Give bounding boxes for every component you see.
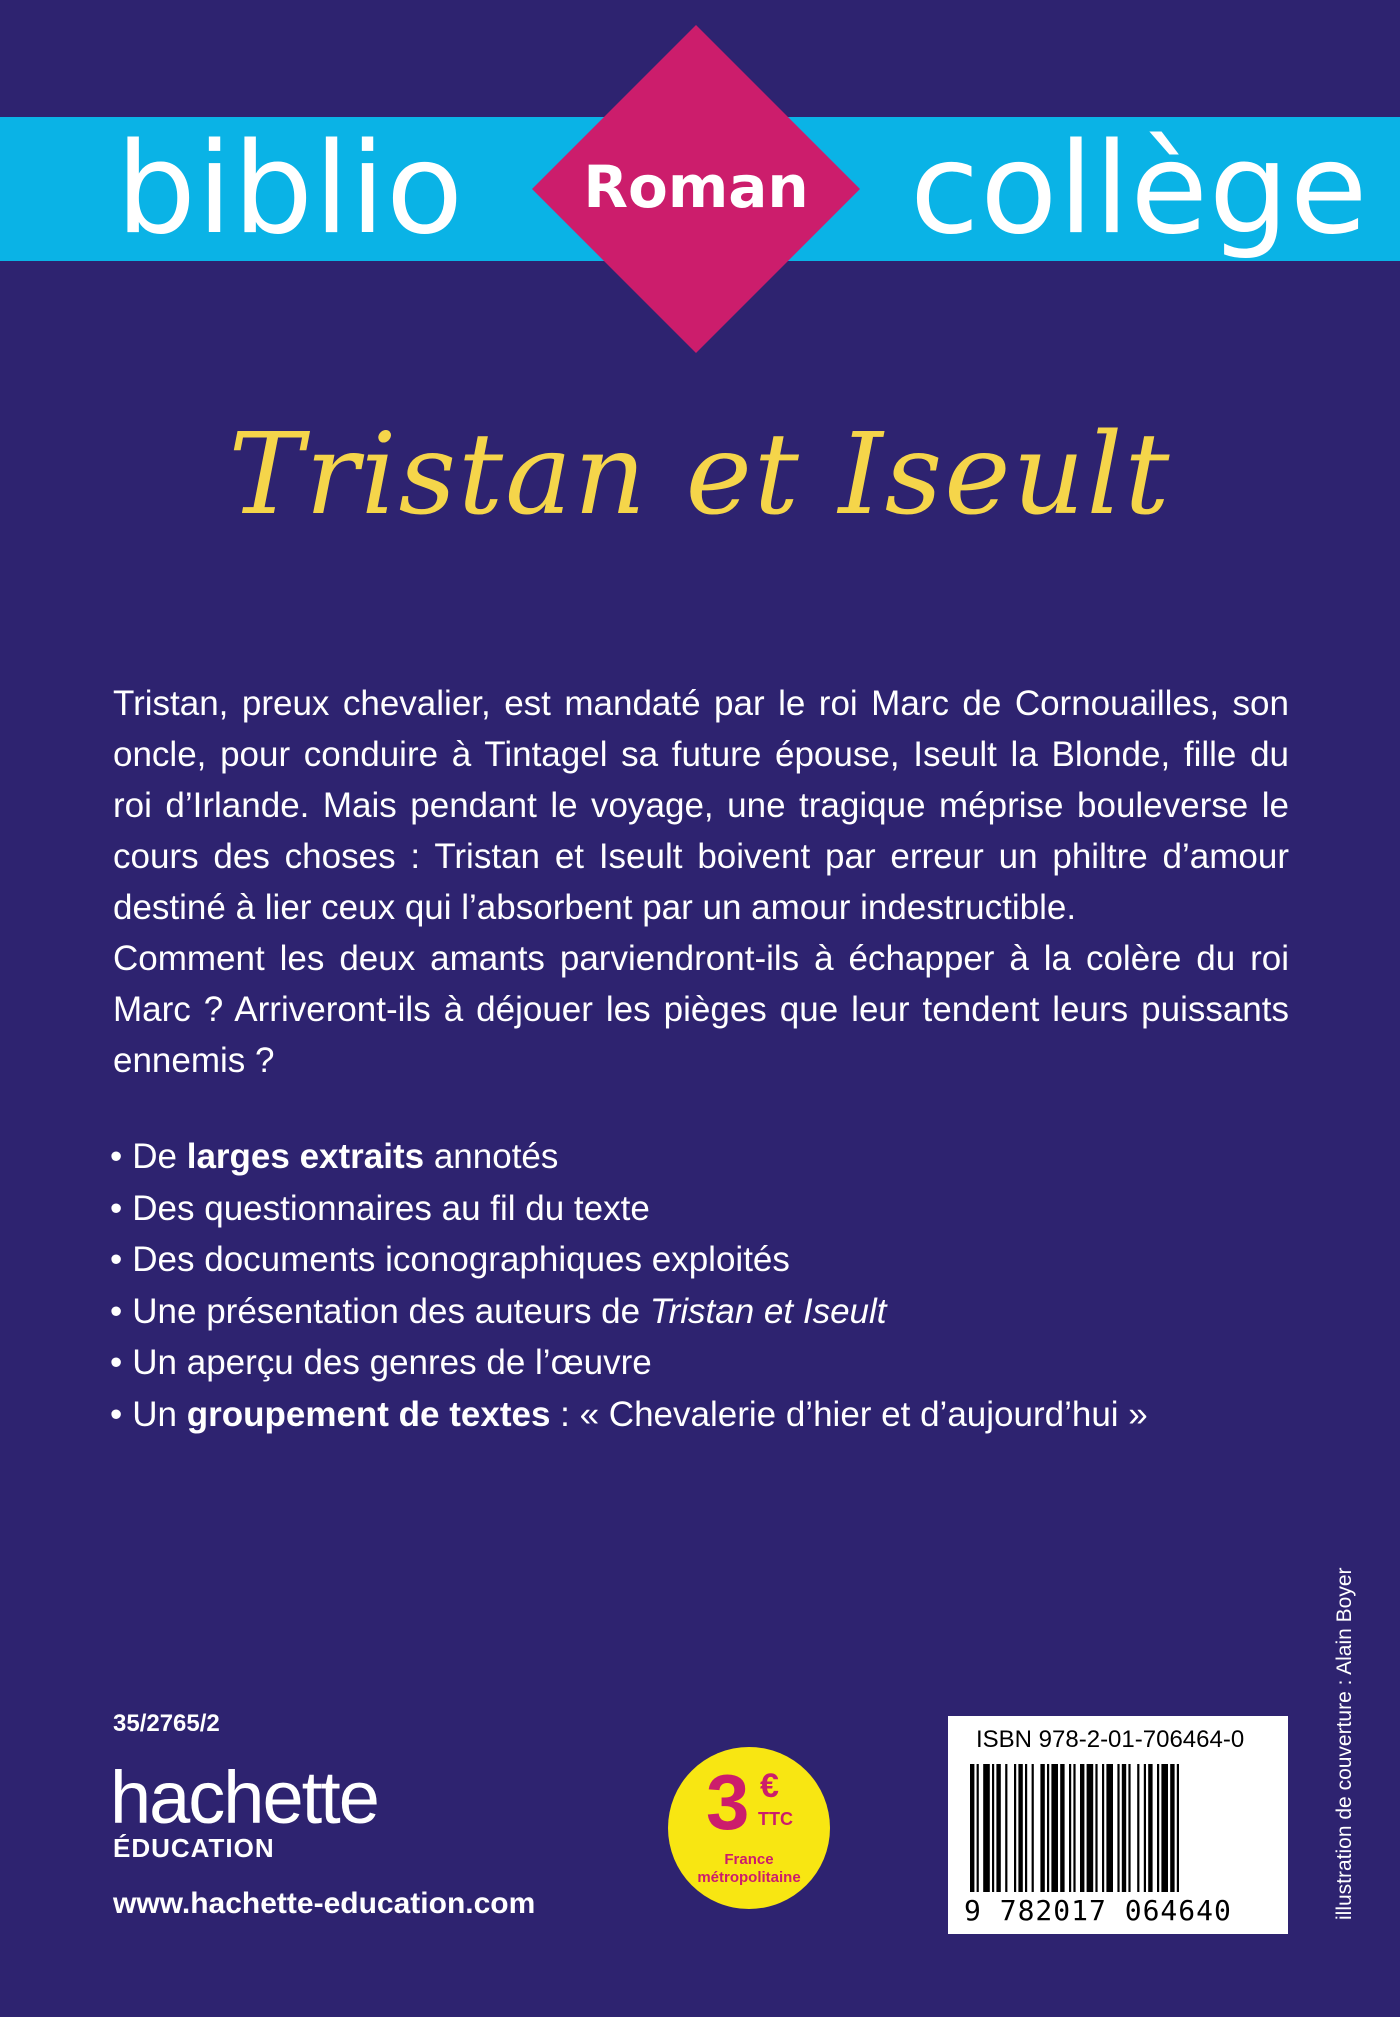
barcode-bar	[970, 1764, 974, 1892]
summary-paragraph: Tristan, preux chevalier, est mandaté par le roi Marc de Cornouailles, son oncle, pour conduire à Tintagel sa future épouse, Iseult la Blonde, fille du roi d’Irlande. Mais pendant le voyage, une tragique méprise bouleverse le cours des choses : Tristan et Iseult boivent par erreur un philtre d’amour destiné à lier ceux qui l’absorbent par un amour indestructible.	[113, 684, 1289, 927]
publisher-website: www.hachette-education.com	[113, 1887, 536, 1920]
barcode-bar	[1137, 1764, 1139, 1892]
barcode-bar	[1087, 1764, 1094, 1892]
series-name-left: biblio	[116, 115, 465, 262]
feature-list	[110, 1131, 1300, 1440]
feature-item: • Un groupement de textes : « Chevalerie d’hier et d’aujourd’hui »	[110, 1394, 1148, 1434]
book-title: Tristan et Iseult	[228, 410, 1172, 540]
bullet-icon: •	[110, 1343, 123, 1382]
feature-item: • De larges extraits annotés	[110, 1137, 559, 1176]
price-tax-label: TTC	[758, 1809, 793, 1829]
barcode-digits: 9 782017 064640	[964, 1894, 1232, 1927]
barcode-bar	[1032, 1764, 1034, 1892]
barcode-bar	[1170, 1764, 1174, 1892]
barcode-bar	[1128, 1764, 1130, 1892]
barcode-bar	[1161, 1764, 1168, 1892]
barcode-bar	[1025, 1764, 1027, 1892]
barcode-bar	[1177, 1764, 1179, 1892]
publisher-logo: hachette	[110, 1756, 378, 1839]
barcode-bar	[1102, 1764, 1104, 1892]
barcode-bar	[1144, 1764, 1146, 1892]
barcode-bar	[1106, 1764, 1113, 1892]
price-currency: €	[760, 1767, 779, 1805]
barcode-bar	[1018, 1764, 1022, 1892]
price-badge	[668, 1747, 830, 1909]
feature-item: • Un aperçu des genres de l’œuvre	[110, 1343, 652, 1382]
series-name-right: collège	[910, 115, 1369, 262]
barcode-bar	[1073, 1764, 1075, 1892]
barcode-box	[948, 1716, 1288, 1934]
bullet-icon: •	[110, 1188, 123, 1228]
barcode-bar	[996, 1764, 1000, 1892]
price-amount: 3	[706, 1758, 750, 1846]
barcode-bar	[1051, 1764, 1058, 1892]
barcode-bar	[1069, 1764, 1071, 1892]
barcode-bar	[1047, 1764, 1049, 1892]
feature-item: • Des documents iconographiques exploités	[110, 1240, 790, 1279]
feature-item: • Une présentation des auteurs de Tristan et Iseult	[110, 1291, 887, 1331]
bullet-icon: •	[110, 1291, 123, 1331]
publisher-logo-subtitle: ÉDUCATION	[113, 1833, 275, 1863]
barcode-bar	[1095, 1764, 1097, 1892]
price-region: France métropolitaine	[697, 1851, 801, 1886]
catalog-code: 35/2765/2	[113, 1710, 220, 1737]
barcode-bar	[1060, 1764, 1064, 1892]
bullet-icon: •	[110, 1137, 123, 1176]
barcode-bar	[1040, 1764, 1044, 1892]
barcode-bar	[983, 1764, 990, 1892]
bullet-icon: •	[110, 1394, 123, 1434]
cover-illustration-credit: illustration de couverture : Alain Boyer	[1333, 1567, 1356, 1920]
barcode-icon	[968, 1764, 1268, 1892]
barcode-bar	[992, 1764, 994, 1892]
barcode-bar	[1005, 1764, 1007, 1892]
barcode-bar	[1122, 1764, 1126, 1892]
summary	[113, 678, 1289, 1086]
feature-item: • Des questionnaires au fil du texte	[110, 1188, 650, 1228]
barcode-bar	[1117, 1764, 1119, 1892]
summary-paragraph: Comment les deux amants parviendront-ils à échapper à la colère du roi Marc ? Arriveront-ils à déjouer les pièges que leur tendent leurs puissants ennemis ?	[113, 939, 1289, 1080]
barcode-bar	[977, 1764, 979, 1892]
barcode-bar	[1148, 1764, 1152, 1892]
barcode-bar	[1157, 1764, 1159, 1892]
bullet-icon: •	[110, 1240, 123, 1279]
isbn-label: ISBN 978-2-01-706464-0	[976, 1726, 1245, 1753]
genre-label: Roman	[583, 153, 809, 221]
barcode-bar	[1080, 1764, 1084, 1892]
barcode-bar	[1014, 1764, 1016, 1892]
